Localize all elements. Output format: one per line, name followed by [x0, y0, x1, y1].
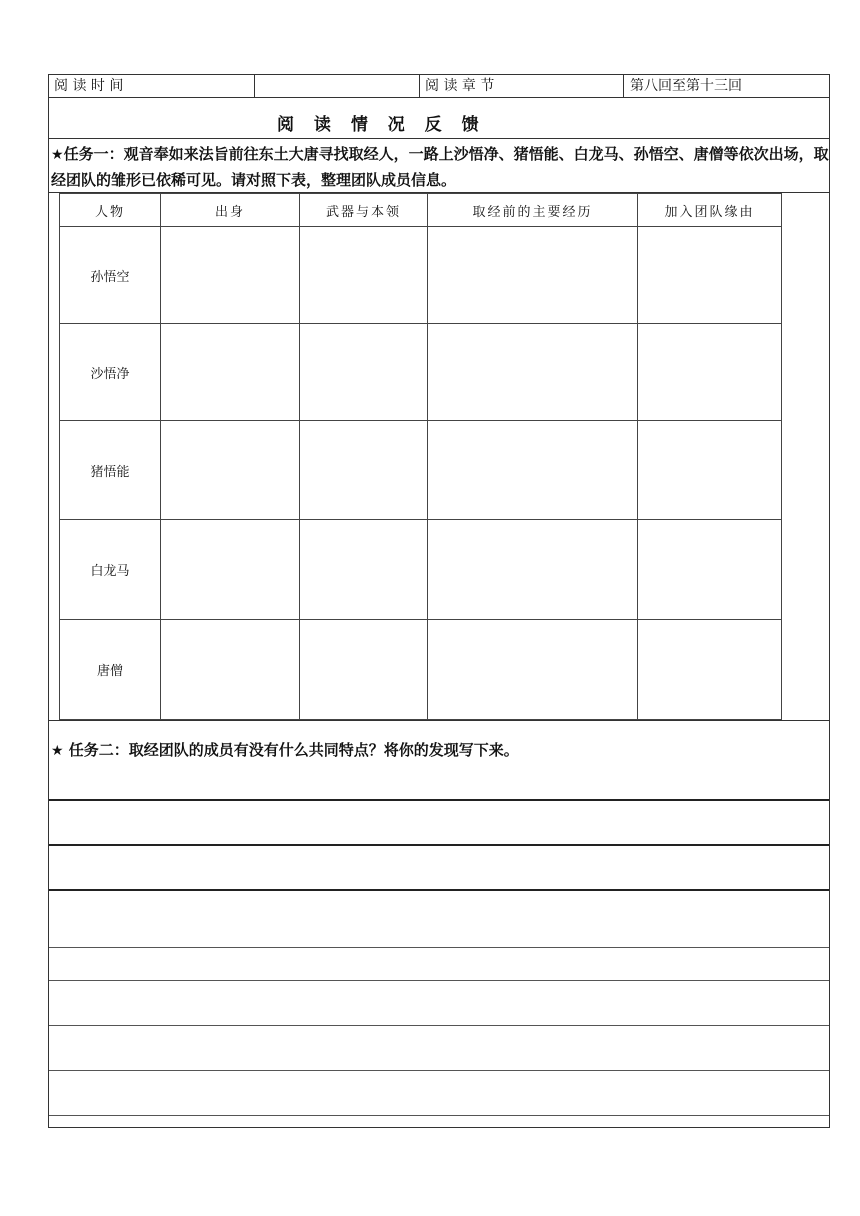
section-title-row: [48, 98, 830, 138]
character-name: 猪悟能: [60, 421, 161, 520]
task2-text: 任务二：取经团队的成员有没有什么共同特点？将你的发现写下来。: [68, 741, 519, 759]
answer-cell[interactable]: [428, 227, 638, 324]
answer-cell[interactable]: [428, 324, 638, 421]
task1-text: 任务一：观音奉如来法旨前往东土大唐寻找取经人，一路上沙悟净、猪悟能、白龙马、孙悟空、唐僧等依次出场，取经团队的雏形已依稀可见。请对照下表，整理团队成员信息。: [51, 145, 829, 189]
column-header: 武器与本领: [300, 194, 428, 227]
answer-cell[interactable]: [638, 620, 782, 720]
answer-cell[interactable]: [638, 324, 782, 421]
answer-line[interactable]: [49, 1070, 829, 1071]
answer-line[interactable]: [49, 1025, 829, 1026]
column-header: 取经前的主要经历: [428, 194, 638, 227]
answer-cell[interactable]: [638, 520, 782, 620]
task2-prompt: [51, 739, 519, 760]
chapter-value: 第八回至第十三回: [630, 78, 742, 94]
character-name: 唐僧: [60, 620, 161, 720]
answer-cell[interactable]: [161, 227, 300, 324]
answer-cell[interactable]: [300, 520, 428, 620]
character-name: 孙悟空: [60, 227, 161, 324]
answer-line[interactable]: [49, 799, 829, 801]
answer-line[interactable]: [49, 1115, 829, 1116]
character-name: 白龙马: [60, 520, 161, 620]
task2-block: [48, 720, 830, 1128]
column-header: 加入团队缘由: [638, 194, 782, 227]
column-header: 出身: [161, 194, 300, 227]
answer-cell[interactable]: [428, 620, 638, 720]
star-icon: ★: [51, 147, 64, 163]
answer-cell[interactable]: [161, 620, 300, 720]
star-icon: ★: [51, 743, 64, 759]
answer-cell[interactable]: [428, 520, 638, 620]
answer-cell[interactable]: [300, 421, 428, 520]
member-table: [59, 193, 782, 720]
column-header: 人物: [60, 194, 161, 227]
table-row: [60, 227, 782, 324]
answer-cell[interactable]: [300, 620, 428, 720]
answer-line[interactable]: [49, 980, 829, 981]
chapter-label: 阅 读 章 节: [425, 78, 495, 94]
section-title: 阅 读 情 况 反 馈: [277, 115, 486, 135]
answer-line[interactable]: [49, 889, 829, 891]
header-row: [48, 74, 830, 98]
answer-cell[interactable]: [161, 421, 300, 520]
answer-cell[interactable]: [300, 324, 428, 421]
character-name: 沙悟净: [60, 324, 161, 421]
table-row: [60, 520, 782, 620]
answer-cell[interactable]: [638, 227, 782, 324]
table-row: [60, 421, 782, 520]
reading-time-field[interactable]: [255, 75, 419, 97]
table-row: [60, 324, 782, 421]
answer-line[interactable]: [49, 947, 829, 948]
answer-cell[interactable]: [300, 227, 428, 324]
table-header-row: [60, 194, 782, 227]
member-table-wrapper: [48, 192, 830, 720]
reading-time-label: 阅 读 时 间: [54, 78, 124, 94]
table-row: [60, 620, 782, 720]
answer-cell[interactable]: [428, 421, 638, 520]
answer-cell[interactable]: [161, 324, 300, 421]
task1-block: [48, 138, 830, 192]
answer-line[interactable]: [49, 844, 829, 846]
worksheet: [48, 74, 830, 1128]
answer-cell[interactable]: [161, 520, 300, 620]
answer-cell[interactable]: [638, 421, 782, 520]
